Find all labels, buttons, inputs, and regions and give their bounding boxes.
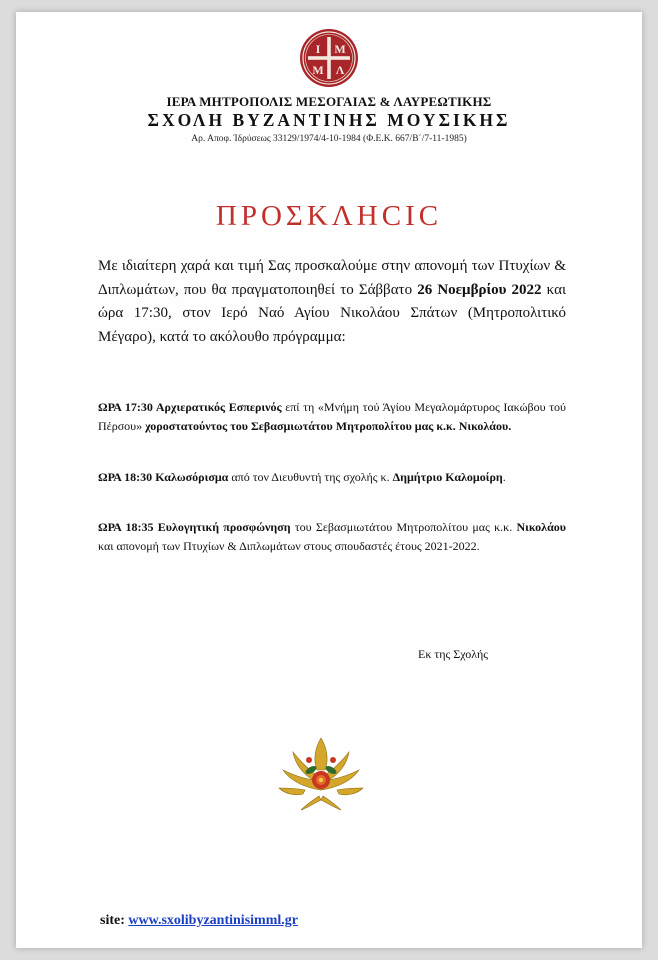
program-title: Ευλογητική προσφώνηση bbox=[153, 520, 291, 534]
svg-text:Λ: Λ bbox=[335, 63, 345, 77]
invitation-intro bbox=[98, 255, 566, 349]
org-name-line2: ΣΧΟΛΗ ΒΥΖΑΝΤΙΝΗΣ ΜΟΥΣΙΚΗΣ bbox=[147, 110, 511, 130]
program-bold-text: Δημήτριο Καλομοίρη bbox=[392, 470, 503, 484]
svg-text:Μ: Μ bbox=[334, 42, 346, 56]
floral-ornament-icon bbox=[273, 730, 369, 812]
program-text-end: και απονομή των Πτυχίων & Διπλωμάτων στους σπουδαστές έτους 2021-2022. bbox=[98, 539, 480, 553]
site-label: site: bbox=[100, 913, 129, 928]
website-link[interactable]: www.sxolibyzantinisimml.gr bbox=[128, 913, 298, 928]
program-bold-text: Νικολάου bbox=[516, 520, 566, 534]
intro-text-part2: και ώρα 17:30, στον Ιερό Ναό Αγίου Νικολάου Σπάτων (Μητροπολιτικό Μέγαρο), κατά το ακόλουθο πρόγραμμα: bbox=[98, 281, 567, 345]
signature: Εκ της Σχολής bbox=[418, 647, 489, 661]
org-name-line1: ΙΕΡΑ ΜΗΤΡΟΠΟΛΙΣ ΜΕΣΟΓΑΙΑΣ & ΛΑΥΡΕΩΤΙΚΗΣ bbox=[166, 94, 492, 109]
founding-decree-line: Αρ. Αποφ. Ίδρύσεως 33129/1974/4-10-1984 (Φ.Ε.Κ. 667/Β΄/7-11-1985) bbox=[191, 134, 467, 144]
program-text: από τον Διευθυντή της σχολής κ. bbox=[228, 470, 393, 484]
program-bold-text: χοροστατούντος του Σεβασμιωτάτου Μητροπολίτου μας κ.κ. Νικολάου. bbox=[145, 419, 512, 433]
program-item-address bbox=[98, 518, 566, 556]
program-time: ΩΡΑ 18:30 bbox=[98, 470, 153, 484]
program-text: του Σεβασμιωτάτου Μητροπολίτου μας κ.κ. bbox=[290, 520, 517, 534]
event-date: 26 Νοεμβρίου 2022 bbox=[417, 281, 542, 298]
invitation-title: ΠΡΟΣΚΛΗCIC bbox=[215, 200, 443, 232]
program-time: ΩΡΑ 17:30 bbox=[98, 400, 153, 414]
svg-text:Ι: Ι bbox=[315, 42, 321, 56]
program-text: επί τη «Μνήμη τού Άγίου Μεγαλομάρτυρος Ιακώβου τού Πέρσου» bbox=[98, 400, 566, 433]
program-title: Αρχιερατικός Εσπερινός bbox=[152, 400, 282, 414]
svg-text:Μ: Μ bbox=[312, 63, 324, 77]
footer-site bbox=[100, 913, 298, 929]
program-item-welcome bbox=[98, 468, 566, 487]
metropolis-seal-logo bbox=[299, 28, 359, 88]
program-item-vespers bbox=[98, 398, 566, 436]
program-title: Καλωσόρισμα bbox=[152, 470, 229, 484]
intro-text-part1: Με ιδιαίτερη χαρά και τιμή Σας προσκαλούμε στην απονομή των Πτυχίων & Διπλωμάτων, που θα πραγματοποιηθεί το Σάββατο bbox=[98, 258, 566, 298]
document-page bbox=[16, 12, 642, 948]
program-time: ΩΡΑ 18:35 bbox=[98, 520, 154, 534]
program-text-end: . bbox=[502, 470, 506, 484]
